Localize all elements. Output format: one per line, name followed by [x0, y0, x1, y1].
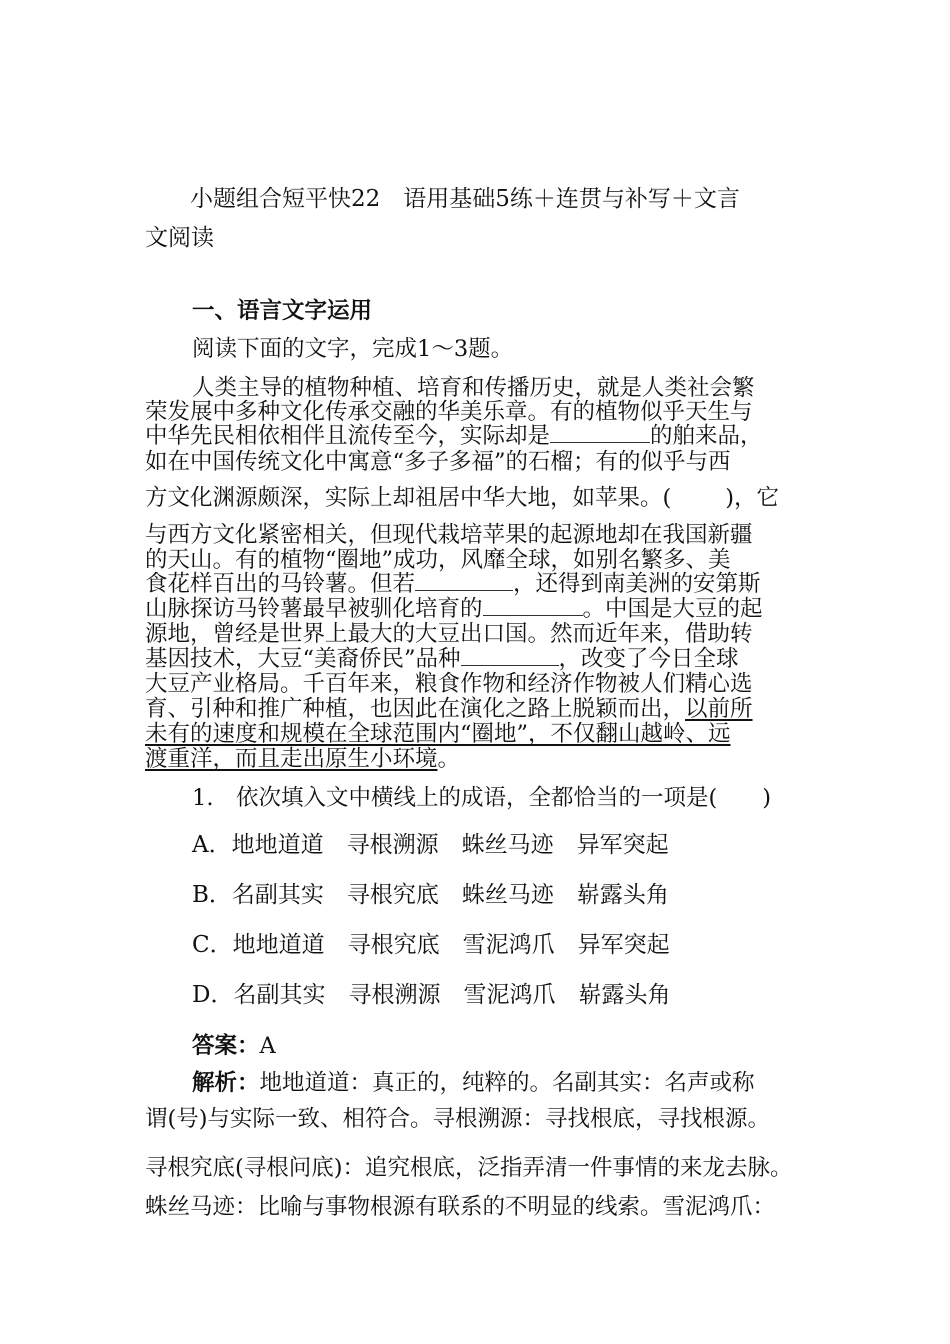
passage-line	[145, 596, 763, 622]
passage-line: 如在中国传统文化中寓意“多子多福”的石榴；有的似乎与西	[145, 449, 731, 475]
reading-instruction: 阅读下面的文字，完成1～3题。	[192, 336, 514, 362]
option-a: A．地地道道 寻根溯源 蛛丝马迹 异军突起	[192, 832, 669, 858]
passage-line	[145, 485, 779, 511]
passage-text: 。中国是大豆的起	[582, 596, 763, 622]
analysis-line	[192, 1070, 755, 1096]
fill-blank-3	[483, 597, 583, 616]
passage-text: ，改变了今日全球	[558, 646, 739, 672]
analysis-label: 解析：	[192, 1070, 260, 1096]
passage-line: 人类主导的植物种植、培育和传播历史，就是人类社会繁	[192, 375, 755, 401]
passage-line	[145, 646, 739, 672]
passage-line	[145, 696, 753, 722]
question-stem: 1. 依次填入文中横线上的成语，全都恰当的一项是( )	[192, 785, 772, 811]
passage-text: 的舶来品，	[650, 423, 763, 449]
fill-blank-2	[415, 572, 513, 591]
underlined-sentence: 未有的速度和规模在全球范围内“圈地”，不仅翻山越岭、远	[145, 721, 731, 747]
passage-line: 大豆产业格局。千百年来，粮食作物和经济作物被人们精心选	[145, 671, 753, 697]
analysis-line: 蛛丝马迹：比喻与事物根源有联系的不明显的线索。雪泥鸿爪：	[145, 1194, 776, 1220]
passage-text: )，它	[725, 485, 780, 511]
passage-line: 荣发展中多种文化传承交融的华美乐章。有的植物似乎天生与	[145, 399, 753, 425]
passage-text: 育、引种和推广种植，也因此在演化之路上脱颖而出，	[145, 696, 686, 722]
passage-text: 方文化渊源颇深，实际上却祖居中华大地，如苹果。(	[145, 485, 672, 511]
passage-text: 基因技术，大豆“美裔侨民”品种	[145, 646, 461, 672]
answer-label: 答案：	[192, 1033, 260, 1059]
analysis-line: 谓(号)与实际一致、相符合。寻根溯源：寻找根底，寻找根源。	[145, 1106, 771, 1132]
document-title-line-1: 小题组合短平快22 语用基础5练＋连贯与补写＋文言	[190, 186, 740, 212]
passage-line: 的天山。有的植物“圈地”成功，风靡全球，如别名繁多、美	[145, 547, 731, 573]
passage-line	[145, 746, 460, 772]
analysis-line: 寻根究底(寻根问底)：追究根底，泛指弄清一件事情的来龙去脉。	[145, 1155, 793, 1181]
option-d: D．名副其实 寻根溯源 雪泥鸿爪 崭露头角	[192, 982, 671, 1008]
passage-text: 中华先民相依相伴且流传至今，实际却是	[145, 423, 551, 449]
answer-value: A	[259, 1033, 276, 1059]
option-b: B．名副其实 寻根究底 蛛丝马迹 崭露头角	[192, 882, 669, 908]
passage-line	[145, 571, 761, 597]
passage-text: 山脉探访马铃薯最早被驯化培育的	[145, 596, 483, 622]
section-heading: 一、语言文字运用	[192, 298, 373, 324]
analysis-text: 地地道道：真正的，纯粹的。名副其实：名声或称	[259, 1070, 755, 1096]
document-title-line-2: 文阅读	[145, 225, 214, 251]
answer-line	[192, 1033, 276, 1059]
passage-line	[145, 423, 763, 449]
option-c: C．地地道道 寻根究底 雪泥鸿爪 异军突起	[192, 932, 670, 958]
fill-blank-1	[550, 424, 650, 443]
passage-line: 与西方文化紧密相关，但现代栽培苹果的起源地却在我国新疆	[145, 522, 753, 548]
passage-line: 源地，曾经是世界上最大的大豆出口国。然而近年来，借助转	[145, 621, 753, 647]
passage-text: ，还得到南美洲的安第斯	[513, 571, 761, 597]
passage-line	[145, 721, 731, 747]
underlined-sentence: 以前所	[685, 696, 753, 722]
passage-text: 食花样百出的马铃薯。但若	[145, 571, 416, 597]
passage-text: 。	[437, 746, 461, 772]
fill-blank-4	[461, 647, 559, 666]
underlined-sentence: 渡重洋，而且走出原生小环境	[145, 746, 438, 772]
